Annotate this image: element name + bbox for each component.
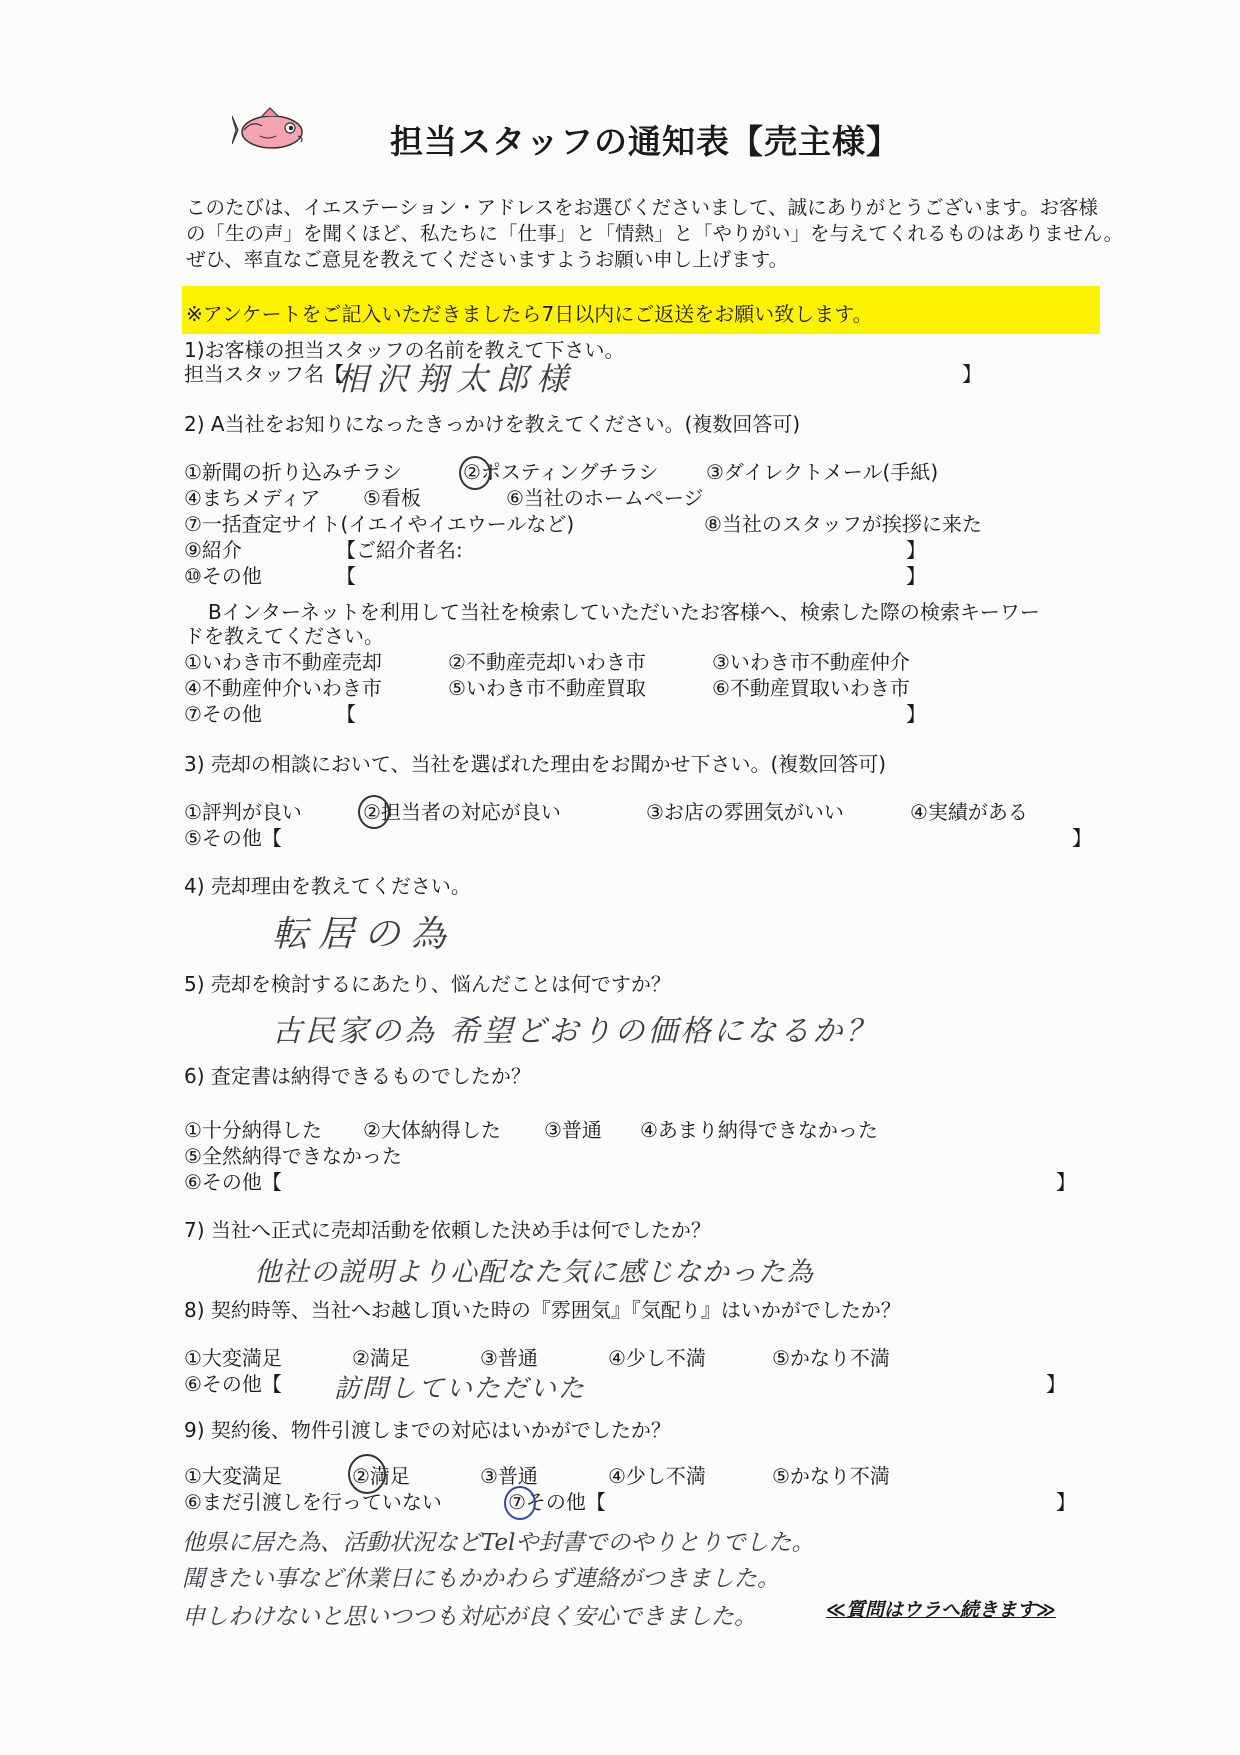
fish-illustration: [232, 106, 312, 154]
q6-option-5[interactable]: ⑤全然納得できなかった: [184, 1144, 402, 1168]
q1-label: 担当スタッフ名【: [184, 362, 344, 386]
q6-question: 6) 査定書は納得できるものでしたか？: [184, 1064, 531, 1088]
q2-option-6[interactable]: ⑥当社のホームページ: [506, 486, 704, 510]
q3-option-3[interactable]: ③お店の雰囲気がいい: [646, 800, 844, 824]
q2b-question-2: ドを教えてください。: [184, 624, 384, 648]
q2b-option-5[interactable]: ⑤いわき市不動産買取: [448, 676, 646, 700]
q2-option-4[interactable]: ④まちメディア: [184, 486, 321, 510]
q4-question: 4) 売却理由を教えてください。: [184, 874, 471, 898]
q6-option-1[interactable]: ①十分納得した: [184, 1118, 322, 1142]
selection-circle: [358, 795, 390, 829]
q2-option-3[interactable]: ③ダイレクトメール(手紙): [706, 460, 939, 484]
q6-option-6[interactable]: ⑥その他【: [184, 1170, 282, 1194]
q2-option-10[interactable]: ⑩その他: [184, 564, 262, 588]
q3-option-4[interactable]: ④実績がある: [910, 800, 1028, 824]
q4-answer[interactable]: 転居の為: [272, 914, 457, 955]
selection-circle: [459, 456, 491, 490]
selection-circle: [348, 1454, 386, 1494]
continue-note: ≪質問はウラへ続きます≫: [826, 1599, 1056, 1621]
intro-line-2: の「生の声」を聞くほど、私たちに「仕事」と「情熱」と「やりがい」を与えてくれるものはありません。: [186, 222, 1124, 245]
q1-close: 】: [962, 362, 982, 386]
notice-text: ※アンケートをご記入いただきましたら7日以内にご返送をお願い致します。: [186, 302, 873, 326]
q1-question: 1)お客様の担当スタッフの名前を教えて下さい。: [184, 338, 625, 362]
q2-referrer-label: 【ご紹介者名:: [336, 538, 463, 562]
q9-comment-line-1[interactable]: 他県に居た為、活動状況などTelや封書でのやりとりでした。: [182, 1530, 815, 1556]
q3-option-2[interactable]: ②担当者の対応が良い: [363, 800, 561, 824]
q8-option-3[interactable]: ③普通: [480, 1346, 538, 1370]
q3-question: 3) 売却の相談において、当社を選ばれた理由をお聞かせ下さい。(複数回答可): [184, 752, 887, 776]
q9-option-2[interactable]: ②満足: [352, 1464, 410, 1488]
q6-other-close: 】: [1056, 1170, 1076, 1194]
q2b-option-4[interactable]: ④不動産仲介いわき市: [184, 676, 382, 700]
q2-option-9[interactable]: ⑨紹介: [184, 538, 242, 562]
q8-option-5[interactable]: ⑤かなり不満: [772, 1346, 890, 1370]
q5-answer[interactable]: 古民家の為 希望どおりの価格になるか？: [272, 1014, 879, 1049]
q9-comment-line-3[interactable]: 申しわけないと思いつつも対応が良く安心できました。: [182, 1604, 757, 1630]
page-title: 担当スタッフの通知表【売主様】: [390, 122, 900, 161]
q6-option-3[interactable]: ③普通: [544, 1118, 602, 1142]
intro-line-3: ぜひ、率直なご意見を教えてくださいますようお願い申し上げます。: [186, 248, 789, 271]
q8-option-4[interactable]: ④少し不満: [608, 1346, 706, 1370]
q2-option-2[interactable]: ②ポスティングチラシ: [463, 460, 659, 484]
q8-other-answer[interactable]: 訪問していただいた: [334, 1374, 587, 1404]
q8-other-close: 】: [1046, 1372, 1066, 1396]
intro-line-1: このたびは、イエステーション・アドレスをお選びくださいまして、誠にありがとうございます。お客様: [186, 196, 1099, 219]
q2-other-close: 】: [906, 564, 926, 588]
q8-question: 8) 契約時等、当社へお越し頂いた時の『雰囲気』『気配り』はいかがでしたか？: [184, 1298, 901, 1322]
q2b-option-2[interactable]: ②不動産売却いわき市: [448, 650, 646, 674]
q7-question: 7) 当社へ正式に売却活動を依頼した決め手は何でしたか？: [184, 1218, 711, 1242]
q2b-option-6[interactable]: ⑥不動産買取いわき市: [712, 676, 910, 700]
notice-banner: [182, 286, 1100, 334]
q2b-option-1[interactable]: ①いわき市不動産売却: [184, 650, 382, 674]
q9-question: 9) 契約後、物件引渡しまでの対応はいかがでしたか？: [184, 1418, 671, 1442]
q8-option-2[interactable]: ②満足: [352, 1346, 410, 1370]
q9-other-close: 】: [1056, 1490, 1076, 1514]
q8-option-1[interactable]: ①大変満足: [184, 1346, 282, 1370]
q3-other-close: 】: [1072, 826, 1092, 850]
q2-question: 2) A当社をお知りになったきっかけを教えてください。(複数回答可): [184, 412, 801, 436]
q6-option-2[interactable]: ②大体納得した: [363, 1118, 501, 1142]
q5-question: 5) 売却を検討するにあたり、悩んだことは何ですか？: [184, 972, 671, 996]
q9-comment-line-2[interactable]: 聞きたい事など休業日にもかかわらず連絡がつきました。: [182, 1566, 780, 1592]
q2b-other-open: 【: [336, 702, 356, 726]
q2-other-open: 【: [336, 564, 356, 588]
q2-option-1[interactable]: ①新聞の折り込みチラシ: [184, 460, 402, 484]
q9-option-5[interactable]: ⑤かなり不満: [772, 1464, 890, 1488]
q8-option-6[interactable]: ⑥その他【: [184, 1372, 282, 1396]
q3-option-5[interactable]: ⑤その他【: [184, 826, 282, 850]
q9-option-4[interactable]: ④少し不満: [608, 1464, 706, 1488]
q1-answer[interactable]: 相沢翔太郎様: [336, 360, 577, 398]
q2-option-5[interactable]: ⑤看板: [363, 486, 421, 510]
q3-option-1[interactable]: ①評判が良い: [184, 800, 302, 824]
q2b-other-close: 】: [906, 702, 926, 726]
q2b-option-7[interactable]: ⑦その他: [184, 702, 262, 726]
q2-option-8[interactable]: ⑧当社のスタッフが挨拶に来た: [704, 512, 982, 536]
q9-option-7[interactable]: ⑦その他【: [508, 1490, 606, 1514]
q2-referrer-close: 】: [906, 538, 926, 562]
q2b-option-3[interactable]: ③いわき市不動産仲介: [712, 650, 910, 674]
selection-circle: [504, 1486, 536, 1520]
q9-option-6[interactable]: ⑥まだ引渡しを行っていない: [184, 1490, 442, 1514]
q9-option-3[interactable]: ③普通: [480, 1464, 538, 1488]
q7-answer[interactable]: 他社の説明より心配なた気に感じなかった為: [254, 1257, 814, 1288]
q6-option-4[interactable]: ④あまり納得できなかった: [640, 1118, 878, 1142]
q9-option-1[interactable]: ①大変満足: [184, 1464, 282, 1488]
q2-option-7[interactable]: ⑦一括査定サイト(イエイやイエウールなど): [184, 512, 575, 536]
q2b-question-1: Bインターネットを利用して当社を検索していただいたお客様へ、検索した際の検索キーワー: [208, 600, 1040, 624]
